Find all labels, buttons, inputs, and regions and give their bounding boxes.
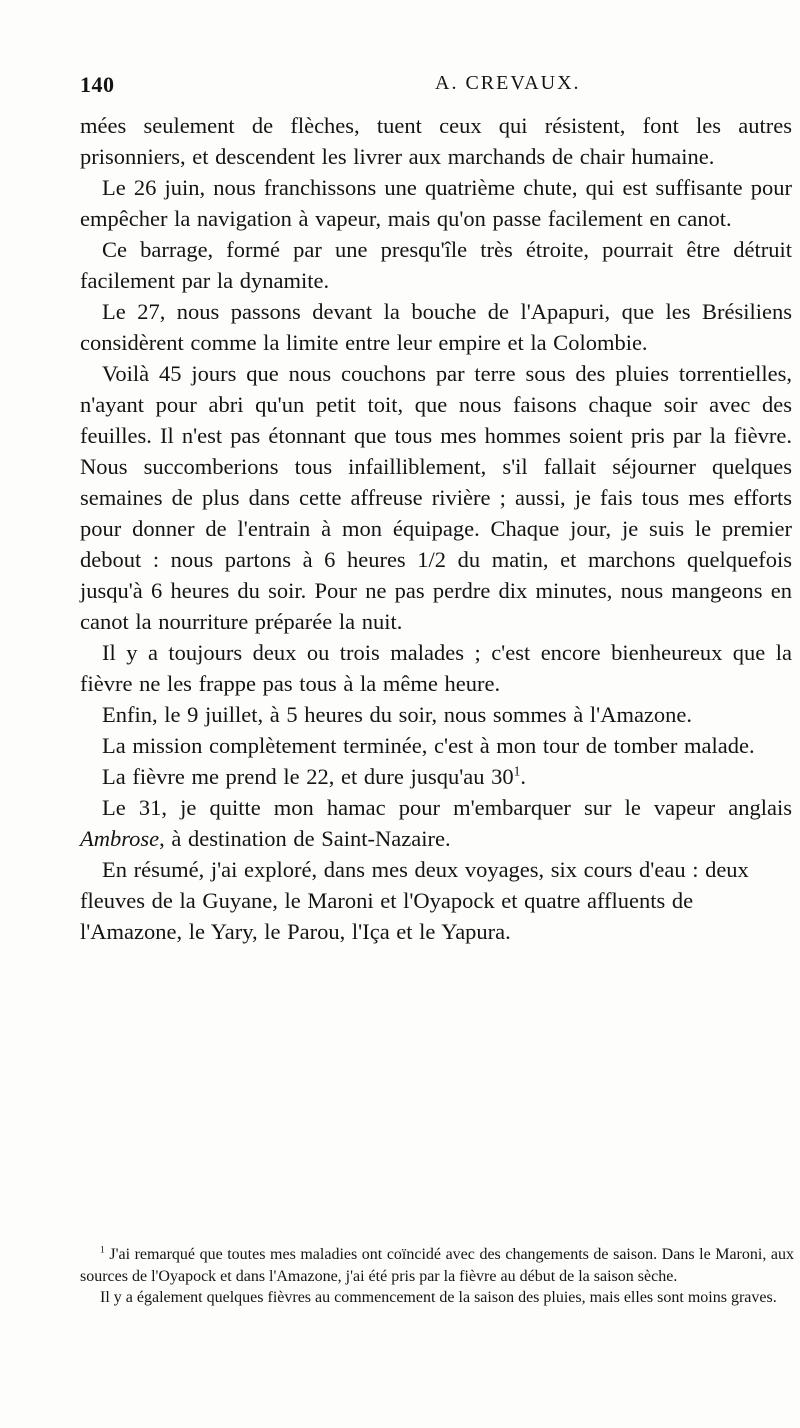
page-header — [80, 72, 730, 102]
paragraph-9-end: . — [520, 764, 527, 789]
paragraph-6: Il y a toujours deux ou trois malades ; c'est encore bienheureux que la fièvre ne les frappe pas tous à la même heure. — [80, 640, 792, 696]
footnotes — [80, 1244, 794, 1309]
footnote-1-mark: 1 — [100, 1244, 105, 1256]
paragraph-4: Le 27, nous passons devant la bouche de l'Apapuri, que les Brésiliens considèrent comme la limite entre leur empire et la Colombie. — [80, 299, 792, 355]
footnote-1-text: J'ai remarqué que toutes mes maladies ont coïncidé avec des changements de saison. Dans le Maroni, aux sources de l'Oyapock et dans l'Amazone, j'ai été pris par la fièvre au début de la saison sèche. — [80, 1246, 795, 1285]
footnote-1 — [80, 1244, 794, 1287]
footnote-reference: 1 — [513, 763, 521, 779]
paragraph-2: Le 26 juin, nous franchissons une quatrième chute, qui est suffisante pour empêcher la navigation à vapeur, mais qu'on passe facilement en canot. — [80, 175, 792, 231]
paragraph-11: En résumé, j'ai exploré, dans mes deux voyages, six cours d'eau : deux fleuves de la Guyane, le Maroni et l'Oyapock et quatre affluents de l'Amazone, le Yary, le Parou, l'Iça et le Yapura. — [80, 857, 749, 944]
running-head: A. CREVAUX. — [435, 72, 581, 94]
paragraph-9-text: La fièvre me prend le 22, et dure jusqu'au 30 — [102, 764, 514, 789]
paragraph-1: mées seulement de flèches, tuent ceux qui résistent, font les autres prisonniers, et descendent les livrer aux marchands de chair humaine. — [80, 113, 792, 169]
page-number: 140 — [80, 72, 115, 97]
paragraph-10-end: , à destination de Saint-Nazaire. — [159, 826, 451, 851]
paragraph-10-start: Le 31, je quitte mon hamac pour m'embarquer sur le vapeur anglais — [102, 795, 792, 820]
footnote-2: Il y a également quelques fièvres au commencement de la saison des pluies, mais elles sont moins graves. — [100, 1289, 777, 1306]
paragraph-5: Voilà 45 jours que nous couchons par terre sous des pluies torrentielles, n'ayant pour abri qu'un petit toit, que nous faisons chaque soir avec des feuilles. Il n'est pas étonnant que tous mes hommes soient pris par la fièvre. Nous succomberions tous infailliblement, s'il fallait séjourner quelques semaines de plus dans cette affreuse rivière ; aussi, je fais tous mes efforts pour donner de l'entrain à mon équipage. Chaque jour, je suis le premier debout : nous partons à 6 heures 1/2 du matin, et marchons quelquefois jusqu'à 6 heures du soir. Pour ne pas perdre dix minutes, nous mangeons en canot la nourriture préparée la nuit. — [80, 361, 792, 634]
paragraph-7: Enfin, le 9 juillet, à 5 heures du soir, nous sommes à l'Amazone. — [102, 702, 693, 727]
paragraph-3: Ce barrage, formé par une presqu'île très étroite, pourrait être détruit facilement par la dynamite. — [80, 237, 792, 293]
ship-name: Ambrose — [80, 826, 160, 851]
paragraph-8: La mission complètement terminée, c'est à mon tour de tomber malade. — [102, 733, 755, 758]
paragraph-9 — [80, 761, 792, 792]
paragraph-10 — [80, 792, 792, 854]
body-text — [80, 110, 792, 947]
